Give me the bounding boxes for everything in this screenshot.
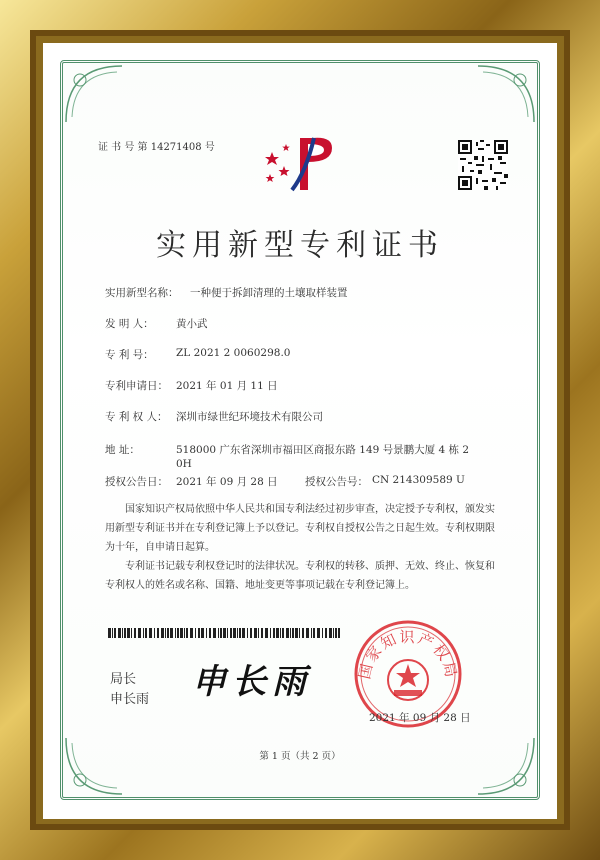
- director-name: 申长雨: [110, 692, 150, 707]
- page-footer: 第 1 页（共 2 页）: [259, 751, 341, 762]
- grant-paragraph: 国家知识产权局依照中华人民共和国专利法经过初步审查，决定授予专利权，颁发实用新型专利证书并在专利登记簿上予以登记。专利权自授权公告之日起生效。专利权期限为十年，自申请日起算。: [105, 504, 495, 553]
- corner-ornament-icon: [468, 728, 538, 798]
- field-value-filing-date: 2021 年 01 月 11 日: [176, 380, 278, 392]
- page-title: 实用新型专利证书: [156, 228, 444, 263]
- director-signature: 申长雨: [192, 662, 312, 702]
- announce-no-label: 授权公告号：: [305, 476, 368, 488]
- barcode-icon: [108, 628, 340, 638]
- field-value-address-line2: 0H: [176, 458, 192, 470]
- field-label-patent-no: 专 利 号：: [105, 349, 154, 361]
- seal-date: 2021 年 09 月 28 日: [369, 712, 471, 724]
- qr-code-icon: [458, 140, 508, 190]
- corner-ornament-icon: [468, 62, 538, 132]
- field-label-patentee: 专 利 权 人：: [105, 411, 168, 423]
- field-value-patent-no: ZL 2021 2 0060298.0: [176, 347, 291, 359]
- corner-ornament-icon: [62, 62, 132, 132]
- cnipa-logo-icon: [262, 132, 342, 194]
- field-value-address: 518000 广东省深圳市福田区商报东路 149 号景鹏大厦 4 栋 2: [176, 444, 470, 456]
- field-value-patentee: 深圳市绿世纪环境技术有限公司: [176, 411, 323, 423]
- director-title: 局长: [110, 672, 137, 687]
- seal-text: 国家知识产权局: [355, 628, 461, 681]
- announce-no-value: CN 214309589 U: [372, 474, 465, 486]
- corner-ornament-icon: [62, 728, 132, 798]
- field-value-name: 一种便于拆卸清理的土壤取样装置: [190, 287, 348, 299]
- field-value-inventor: 黄小武: [176, 318, 208, 330]
- field-label-name: 实用新型名称：: [105, 287, 179, 299]
- field-label-address: 地 址：: [105, 444, 140, 456]
- announce-date-label: 授权公告日：: [105, 476, 168, 488]
- field-label-filing-date: 专利申请日：: [105, 380, 168, 392]
- certificate-number: 证 书 号 第 14271408 号: [98, 142, 215, 153]
- announce-date-value: 2021 年 09 月 28 日: [176, 476, 278, 488]
- legal-status-paragraph: 专利证书记载专利权登记时的法律状况。专利权的转移、质押、无效、终止、恢复和专利权人的姓名或名称、国籍、地址变更等事项记载在专利登记簿上。: [105, 561, 495, 591]
- field-label-inventor: 发 明 人：: [105, 318, 154, 330]
